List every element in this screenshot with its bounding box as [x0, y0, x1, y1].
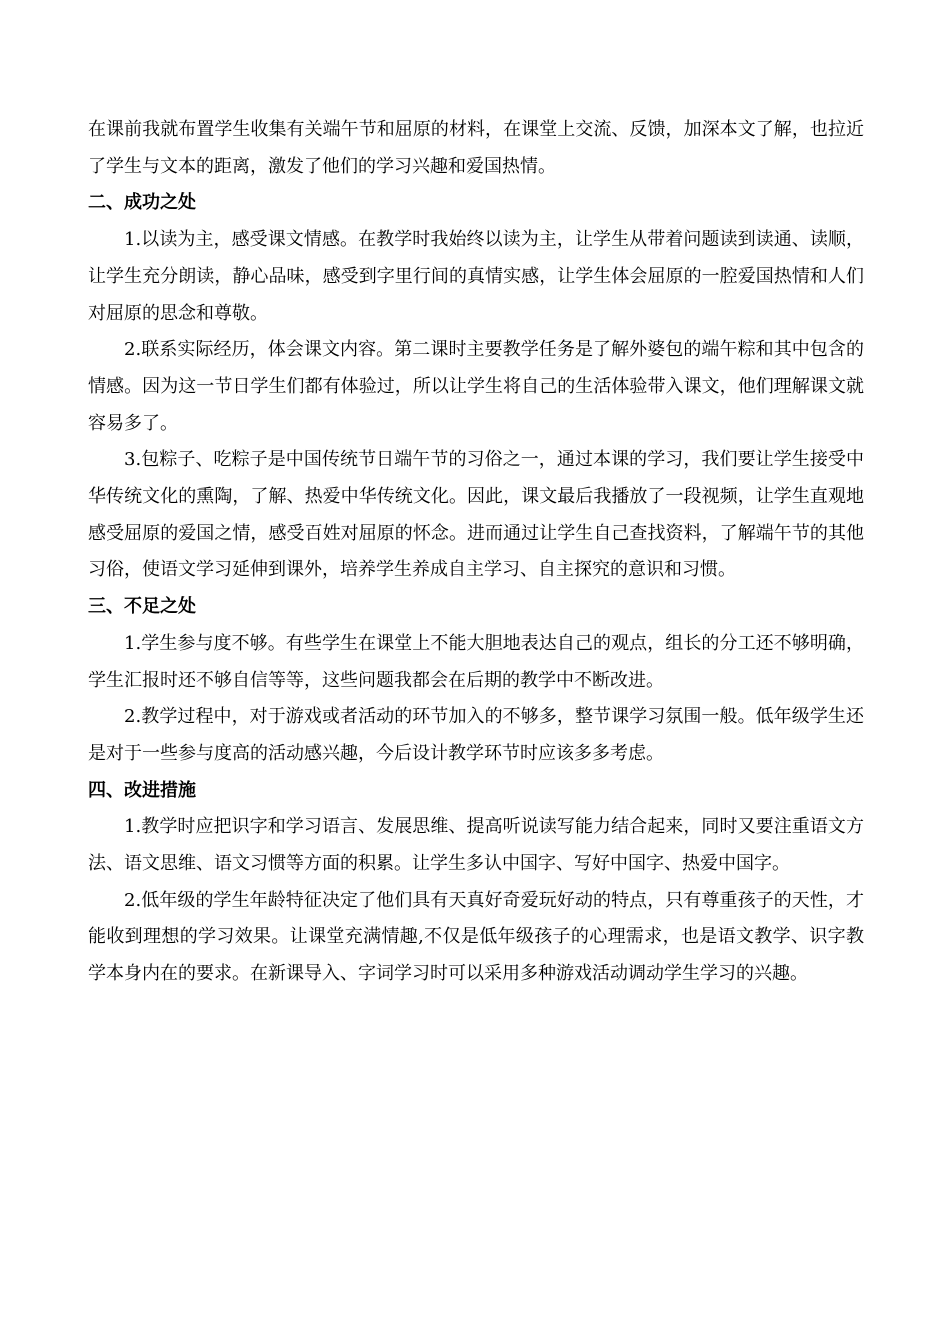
success-point-2: 2.联系实际经历，体会课文内容。第二课时主要教学任务是了解外婆包的端午粽和其中包含的情感。因为这一节日学生们都有体验过，所以让学生将自己的生活体验带入课文，他们理解课文就容易多了。	[88, 339, 864, 434]
document-page	[88, 112, 864, 993]
intro-paragraph: 在课前我就布置学生收集有关端午节和屈原的材料，在课堂上交流、反馈，加深本文了解，也拉近了学生与文本的距离，激发了他们的学习兴趣和爱国热情。	[88, 119, 864, 177]
section-shortcomings	[88, 589, 864, 773]
section-heading-shortcomings: 三、不足之处	[88, 596, 196, 618]
section-heading-improvements: 四、改进措施	[88, 779, 196, 801]
section-heading-success: 二、成功之处	[88, 192, 196, 214]
improvement-point-2: 2.低年级的学生年龄特征决定了他们具有天真好奇爱玩好动的特点，只有尊重孩子的天性，才能收到理想的学习效果。让课堂充满情趣,不仅是低年级孩子的心理需求，也是语文教学、识字教学本身内在的要求。在新课导入、字词学习时可以采用多种游戏活动调动学生学习的兴趣。	[88, 889, 864, 985]
shortcoming-point-1: 1.学生参与度不够。有些学生在课堂上不能大胆地表达自己的观点，组长的分工还不够明确，学生汇报时还不够自信等等，这些问题我都会在后期的教学中不断改进。	[88, 632, 864, 691]
shortcoming-point-2: 2.教学过程中，对于游戏或者活动的环节加入的不够多，整节课学习氛围一般。低年级学生还是对于一些参与度高的活动感兴趣，今后设计教学环节时应该多多考虑。	[88, 706, 864, 764]
success-point-1: 1.以读为主，感受课文情感。在教学时我始终以读为主，让学生从带着问题读到读通、读顺，让学生充分朗读，静心品味，感受到字里行间的真情实感，让学生体会屈原的一腔爱国热情和人们对屈原的思念和尊敬。	[88, 229, 864, 324]
section-improvements	[88, 773, 864, 993]
success-point-3: 3.包粽子、吃粽子是中国传统节日端午节的习俗之一，通过本课的学习，我们要让学生接受中华传统文化的熏陶，了解、热爱中华传统文化。因此，课文最后我播放了一段视频，让学生直观地感受屈原的爱国之情，感受百姓对屈原的怀念。进而通过让学生自己查找资料，了解端午节的其他习俗，使语文学习延伸到课外，培养学生养成自主学习、自主探究的意识和习惯。	[88, 449, 864, 581]
improvement-point-1: 1.教学时应把识字和学习语言、发展思维、提高听说读写能力结合起来，同时又要注重语文方法、语文思维、语文习惯等方面的积累。让学生多认中国字、写好中国字、热爱中国字。	[88, 816, 864, 875]
section-success	[88, 185, 864, 589]
